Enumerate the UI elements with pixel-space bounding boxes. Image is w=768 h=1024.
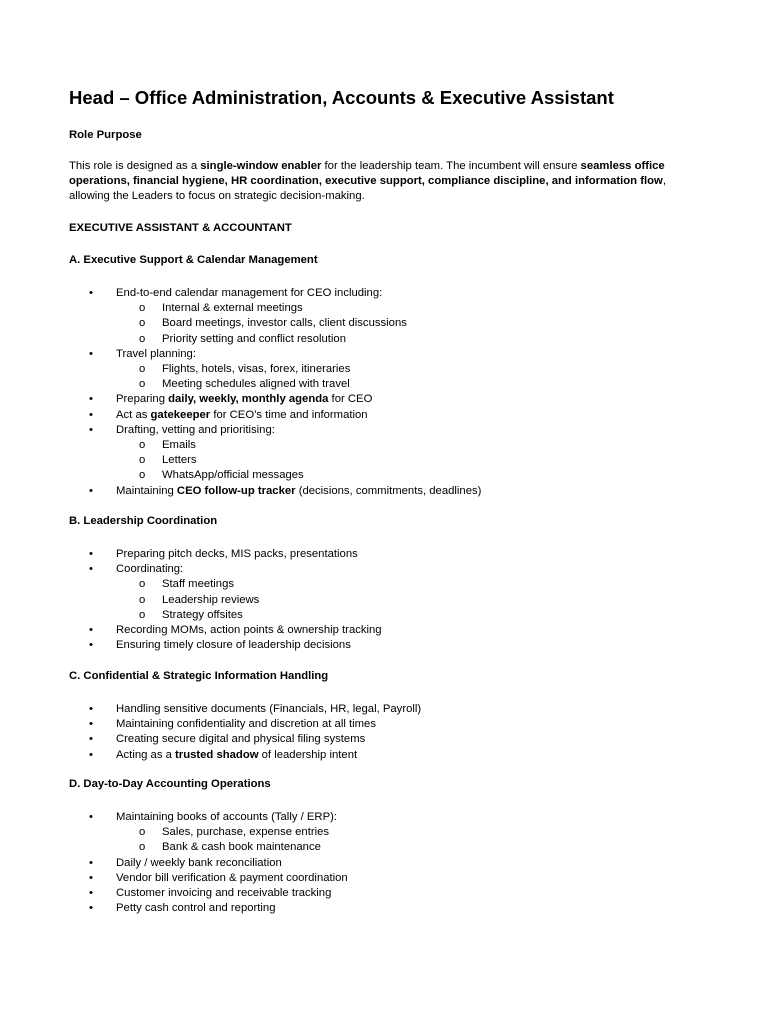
text-run: Bank & cash book maintenance	[162, 841, 321, 854]
text-run: Maintaining books of accounts (Tally / ERP):	[116, 811, 338, 823]
text-run: , allowing the Leaders to focus on strategic decision-making.	[69, 175, 666, 202]
text-run: Strategy offsites	[162, 608, 243, 621]
bullet-marker: •	[89, 871, 93, 884]
text-run: Board meetings, investor calls, client discussions	[162, 317, 407, 330]
sub-bullet-marker: o	[139, 378, 146, 391]
sub-list-item	[162, 825, 329, 840]
sub-list-item	[162, 468, 304, 483]
list-item	[116, 702, 421, 717]
bullet-marker: •	[89, 733, 93, 746]
list-item	[116, 901, 276, 916]
bold-text: seamless office operations, financial hygiene, HR coordination, executive support, compliance discipline, and information flow	[69, 160, 665, 187]
text-run: for CEO’s time and information	[210, 408, 368, 421]
bullet-marker: •	[89, 887, 93, 899]
sub-list-item	[162, 301, 303, 316]
text-run: Act as	[116, 408, 151, 421]
sub-bullet-marker: o	[139, 332, 146, 345]
text-run: Drafting, vetting and prioritising:	[116, 423, 275, 436]
bold-text: single-window enabler	[200, 160, 322, 172]
bullet-marker: •	[89, 902, 93, 915]
text-run: Maintaining confidentiality and discretion at all times	[116, 718, 376, 731]
sub-list-item	[162, 577, 234, 592]
bullet-marker: •	[89, 811, 93, 823]
sub-bullet-marker: o	[139, 608, 146, 621]
document-title: Head – Office Administration, Accounts & Executive Assistant	[69, 87, 614, 108]
list-item	[116, 732, 365, 747]
bullet-marker: •	[89, 624, 93, 636]
sub-list-item	[162, 316, 407, 331]
text-run: Meeting schedules aligned with travel	[162, 378, 350, 391]
sub-bullet-marker: o	[139, 841, 146, 854]
sub-bullet-marker: o	[139, 826, 146, 839]
list-item	[116, 484, 481, 499]
sub-list-item	[162, 840, 321, 855]
sub-bullet-marker: o	[139, 302, 146, 315]
text-run: Handling sensitive documents (Financials, HR, legal, Payroll)	[116, 703, 422, 715]
text-run: End-to-end calendar management for CEO including:	[116, 287, 383, 299]
text-run: Flights, hotels, visas, forex, itineraries	[162, 363, 351, 375]
bullet-marker: •	[89, 748, 93, 761]
sub-bullet-marker: o	[139, 317, 146, 330]
list-item	[116, 423, 275, 438]
text-run: Acting as a	[116, 748, 176, 761]
bold-text: gatekeeper	[150, 408, 211, 421]
list-item	[116, 347, 196, 362]
bullet-marker: •	[89, 856, 93, 869]
sub-bullet-marker: o	[139, 439, 146, 451]
sub-list-item	[162, 377, 350, 392]
text-run: Customer invoicing and receivable tracking	[116, 887, 332, 899]
list-item	[116, 748, 357, 763]
bullet-marker: •	[89, 408, 93, 421]
list-item	[116, 886, 331, 901]
text-run: Sales, purchase, expense entries	[162, 826, 330, 839]
text-run: for the leadership team. The incumbent will ensure	[321, 160, 581, 172]
subsection-b-heading: B. Leadership Coordination	[69, 515, 218, 527]
text-run: Travel planning:	[116, 347, 196, 360]
text-run: Maintaining	[116, 484, 177, 497]
bullet-marker: •	[89, 703, 93, 715]
text-run: of leadership intent	[258, 748, 358, 761]
sub-list-item	[162, 453, 197, 468]
sub-bullet-marker: o	[139, 454, 146, 467]
bullet-marker: •	[89, 484, 93, 497]
bullet-marker: •	[89, 287, 93, 299]
bold-text: CEO follow-up tracker	[176, 484, 296, 497]
list-item	[116, 638, 351, 653]
section-heading: EXECUTIVE ASSISTANT & ACCOUNTANT	[69, 222, 292, 234]
text-run: Coordinating:	[116, 563, 184, 576]
text-run: Staff meetings	[162, 578, 235, 591]
bullet-marker: •	[89, 423, 93, 436]
text-run: WhatsApp/official messages	[162, 469, 304, 482]
text-run: for CEO	[328, 393, 373, 406]
bold-text: trusted shadow	[175, 748, 259, 761]
list-item	[116, 286, 382, 301]
text-run: Emails	[162, 439, 196, 451]
text-run: (decisions, commitments, deadlines)	[295, 484, 482, 497]
text-run: This role is designed as a	[69, 160, 201, 172]
text-run: Creating secure digital and physical filing systems	[116, 733, 366, 746]
list-item	[116, 547, 358, 562]
sub-bullet-marker: o	[139, 578, 146, 591]
list-item	[116, 623, 382, 638]
subsection-c-heading: C. Confidential & Strategic Information Handling	[69, 670, 329, 682]
role-purpose-paragraph	[69, 159, 709, 204]
text-run: Daily / weekly bank reconciliation	[116, 856, 282, 869]
bold-text: daily, weekly, monthly agenda	[168, 393, 329, 406]
text-run: Recording MOMs, action points & ownership tracking	[116, 624, 382, 636]
sub-list-item	[162, 362, 350, 377]
list-item	[116, 408, 368, 423]
bullet-marker: •	[89, 347, 93, 360]
text-run: Vendor bill verification & payment coordination	[116, 871, 348, 884]
sub-list-item	[162, 438, 196, 453]
list-item	[116, 392, 372, 407]
text-run: Leadership reviews	[162, 593, 260, 606]
text-run: Preparing	[116, 393, 169, 406]
sub-list-item	[162, 332, 346, 347]
role-purpose-heading: Role Purpose	[69, 129, 142, 141]
list-item	[116, 717, 376, 732]
bullet-marker: •	[89, 563, 93, 576]
list-item	[116, 562, 183, 577]
bullet-marker: •	[89, 393, 93, 406]
text-run: Letters	[162, 454, 197, 467]
subsection-d-heading: D. Day-to-Day Accounting Operations	[69, 778, 271, 790]
text-run: Ensuring timely closure of leadership decisions	[116, 639, 351, 652]
sub-bullet-marker: o	[139, 363, 146, 375]
bullet-marker: •	[89, 718, 93, 731]
list-item	[116, 810, 337, 825]
text-run: Priority setting and conflict resolution	[162, 332, 346, 345]
text-run: Internal & external meetings	[162, 302, 303, 315]
text-run: Preparing pitch decks, MIS packs, presentations	[116, 548, 358, 560]
sub-list-item	[162, 593, 259, 608]
text-run: Petty cash control and reporting	[116, 902, 276, 915]
list-item	[116, 856, 282, 871]
sub-bullet-marker: o	[139, 469, 146, 482]
sub-bullet-marker: o	[139, 593, 146, 606]
bullet-marker: •	[89, 548, 93, 560]
subsection-a-heading: A. Executive Support & Calendar Management	[69, 254, 318, 266]
sub-list-item	[162, 608, 243, 623]
bullet-marker: •	[89, 639, 93, 652]
list-item	[116, 871, 348, 886]
